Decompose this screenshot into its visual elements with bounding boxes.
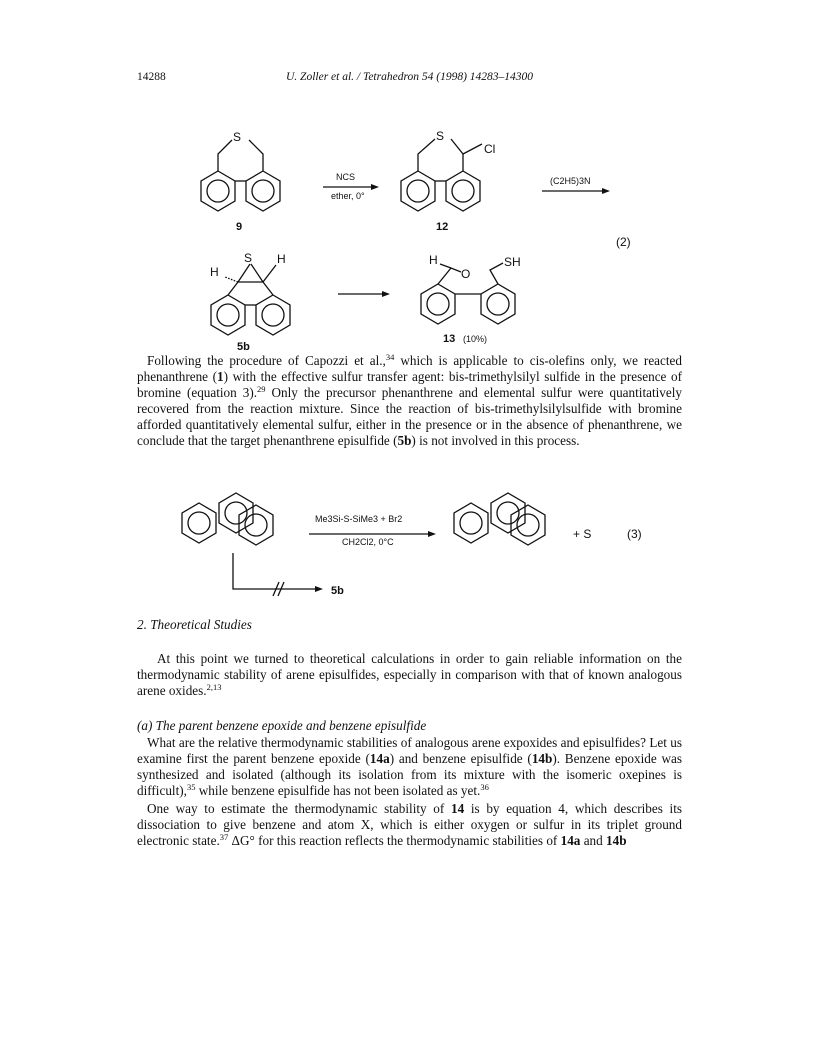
paragraph-theoretical-intro: At this point we turned to theoretical calculations in order to gain reliable information on the thermodynamic stability of arene episulfides, especially in comparison with that of known analogous arene oxides.$^{2,13}$ [137, 651, 682, 698]
equation-number-3: (3) [627, 527, 642, 541]
citation-ref: 36 [480, 782, 489, 792]
blocked-pathway-line [233, 553, 315, 589]
atom-label-h-left: H [210, 265, 219, 279]
phenanthrene-product-structure [454, 493, 545, 545]
section-heading-theoretical-studies: 2. Theoretical Studies [137, 617, 252, 632]
atom-label-sh: SH [504, 255, 521, 269]
citation-ref: 34 [385, 352, 395, 362]
equation-number-2: (2) [616, 235, 631, 249]
reaction-scheme-2 [0, 0, 816, 360]
running-header-citation: U. Zoller et al. / Tetrahedron 54 (1998) 14283–14300 [286, 71, 534, 83]
atom-label-s-9: S [233, 130, 242, 144]
citation-ref: 2,13 [206, 682, 222, 692]
citation-ref: 35 [186, 782, 196, 792]
compound-label-12: 12 [436, 221, 449, 233]
compound-label-5b: 5b [237, 341, 250, 353]
reagent-triethylamine: (C2H5)3N [550, 176, 591, 186]
paragraph-relative-stabilities: What are the relative thermodynamic stabilities of analogous arene expoxides and episulfides? Let us examine first the parent benzene epoxide (14a) and benzene episulfide (14b). Benzene epoxide was synthesized and isolated (although its isolation from its mixture with the isomeric oxepines is difficult),$^{35}$ while benzene episulfide has not been isolated as yet.$^{36}$ [137, 735, 682, 798]
compound-12-structure [401, 139, 482, 211]
atom-label-cl: Cl [484, 142, 496, 156]
reagent-ch2cl2-conditions: CH2Cl2, 0°C [342, 537, 394, 547]
phenanthrene-reactant-structure [182, 493, 273, 545]
atom-label-h-aldehyde: H [429, 253, 438, 267]
atom-label-o: O [461, 267, 471, 281]
compound-5b-structure [211, 264, 290, 335]
yield-13: (10%) [463, 334, 488, 344]
reagent-ether-conditions: ether, 0° [331, 191, 365, 201]
reaction-scheme-3 [0, 480, 816, 610]
citation-ref: 29 [257, 384, 266, 394]
atom-label-s-12: S [436, 129, 445, 143]
compound-label-5b-blocked: 5b [331, 585, 344, 597]
reagent-silyl-sulfide-bromine: Me3Si-S-SiMe3 + Br2 [315, 514, 403, 524]
compound-label-13: 13 [443, 333, 456, 345]
atom-label-s-5b: S [244, 251, 253, 265]
subsection-heading-benzene-epoxide: (a) The parent benzene epoxide and benzene episulfide [137, 718, 427, 733]
paragraph-capozzi-procedure: Following the procedure of Capozzi et al.,$^{34}$ which is applicable to cis-olefins only, we reacted phenanthrene (1) with the effective sulfur transfer agent: bis-trimethylsilyl sulfide in the presence of bromine (equation 3).$^{29}$ Only the precursor phenanthrene and elemental sulfur were quantitatively recovered from the reaction mixture. Since the reaction of bis-trimethylsilylsulfide with bromine afforded quantitatively elemental sulfur, either in the presence or in the absence of phenanthrene, we conclude that the target phenanthrene episulfide (5b) is not involved in this process. [137, 352, 683, 448]
reagent-ncs: NCS [336, 172, 356, 182]
citation-ref: 37 [219, 832, 229, 842]
product-sulfur: + S [573, 527, 592, 541]
compound-9-structure [201, 140, 280, 211]
atom-label-h-right: H [277, 252, 286, 266]
compound-label-9: 9 [236, 221, 243, 233]
paragraph-thermodynamic-stability: One way to estimate the thermodynamic stability of 14 is by equation 4, which describes its dissociation to give benzene and atom X, which is either oxygen or sulfur in its triplet ground electronic state.$^{37}$ ΔG° for this reaction reflects the thermodynamic stabilities of 14a and 14b [137, 801, 682, 848]
page-number: 14288 [137, 71, 166, 83]
